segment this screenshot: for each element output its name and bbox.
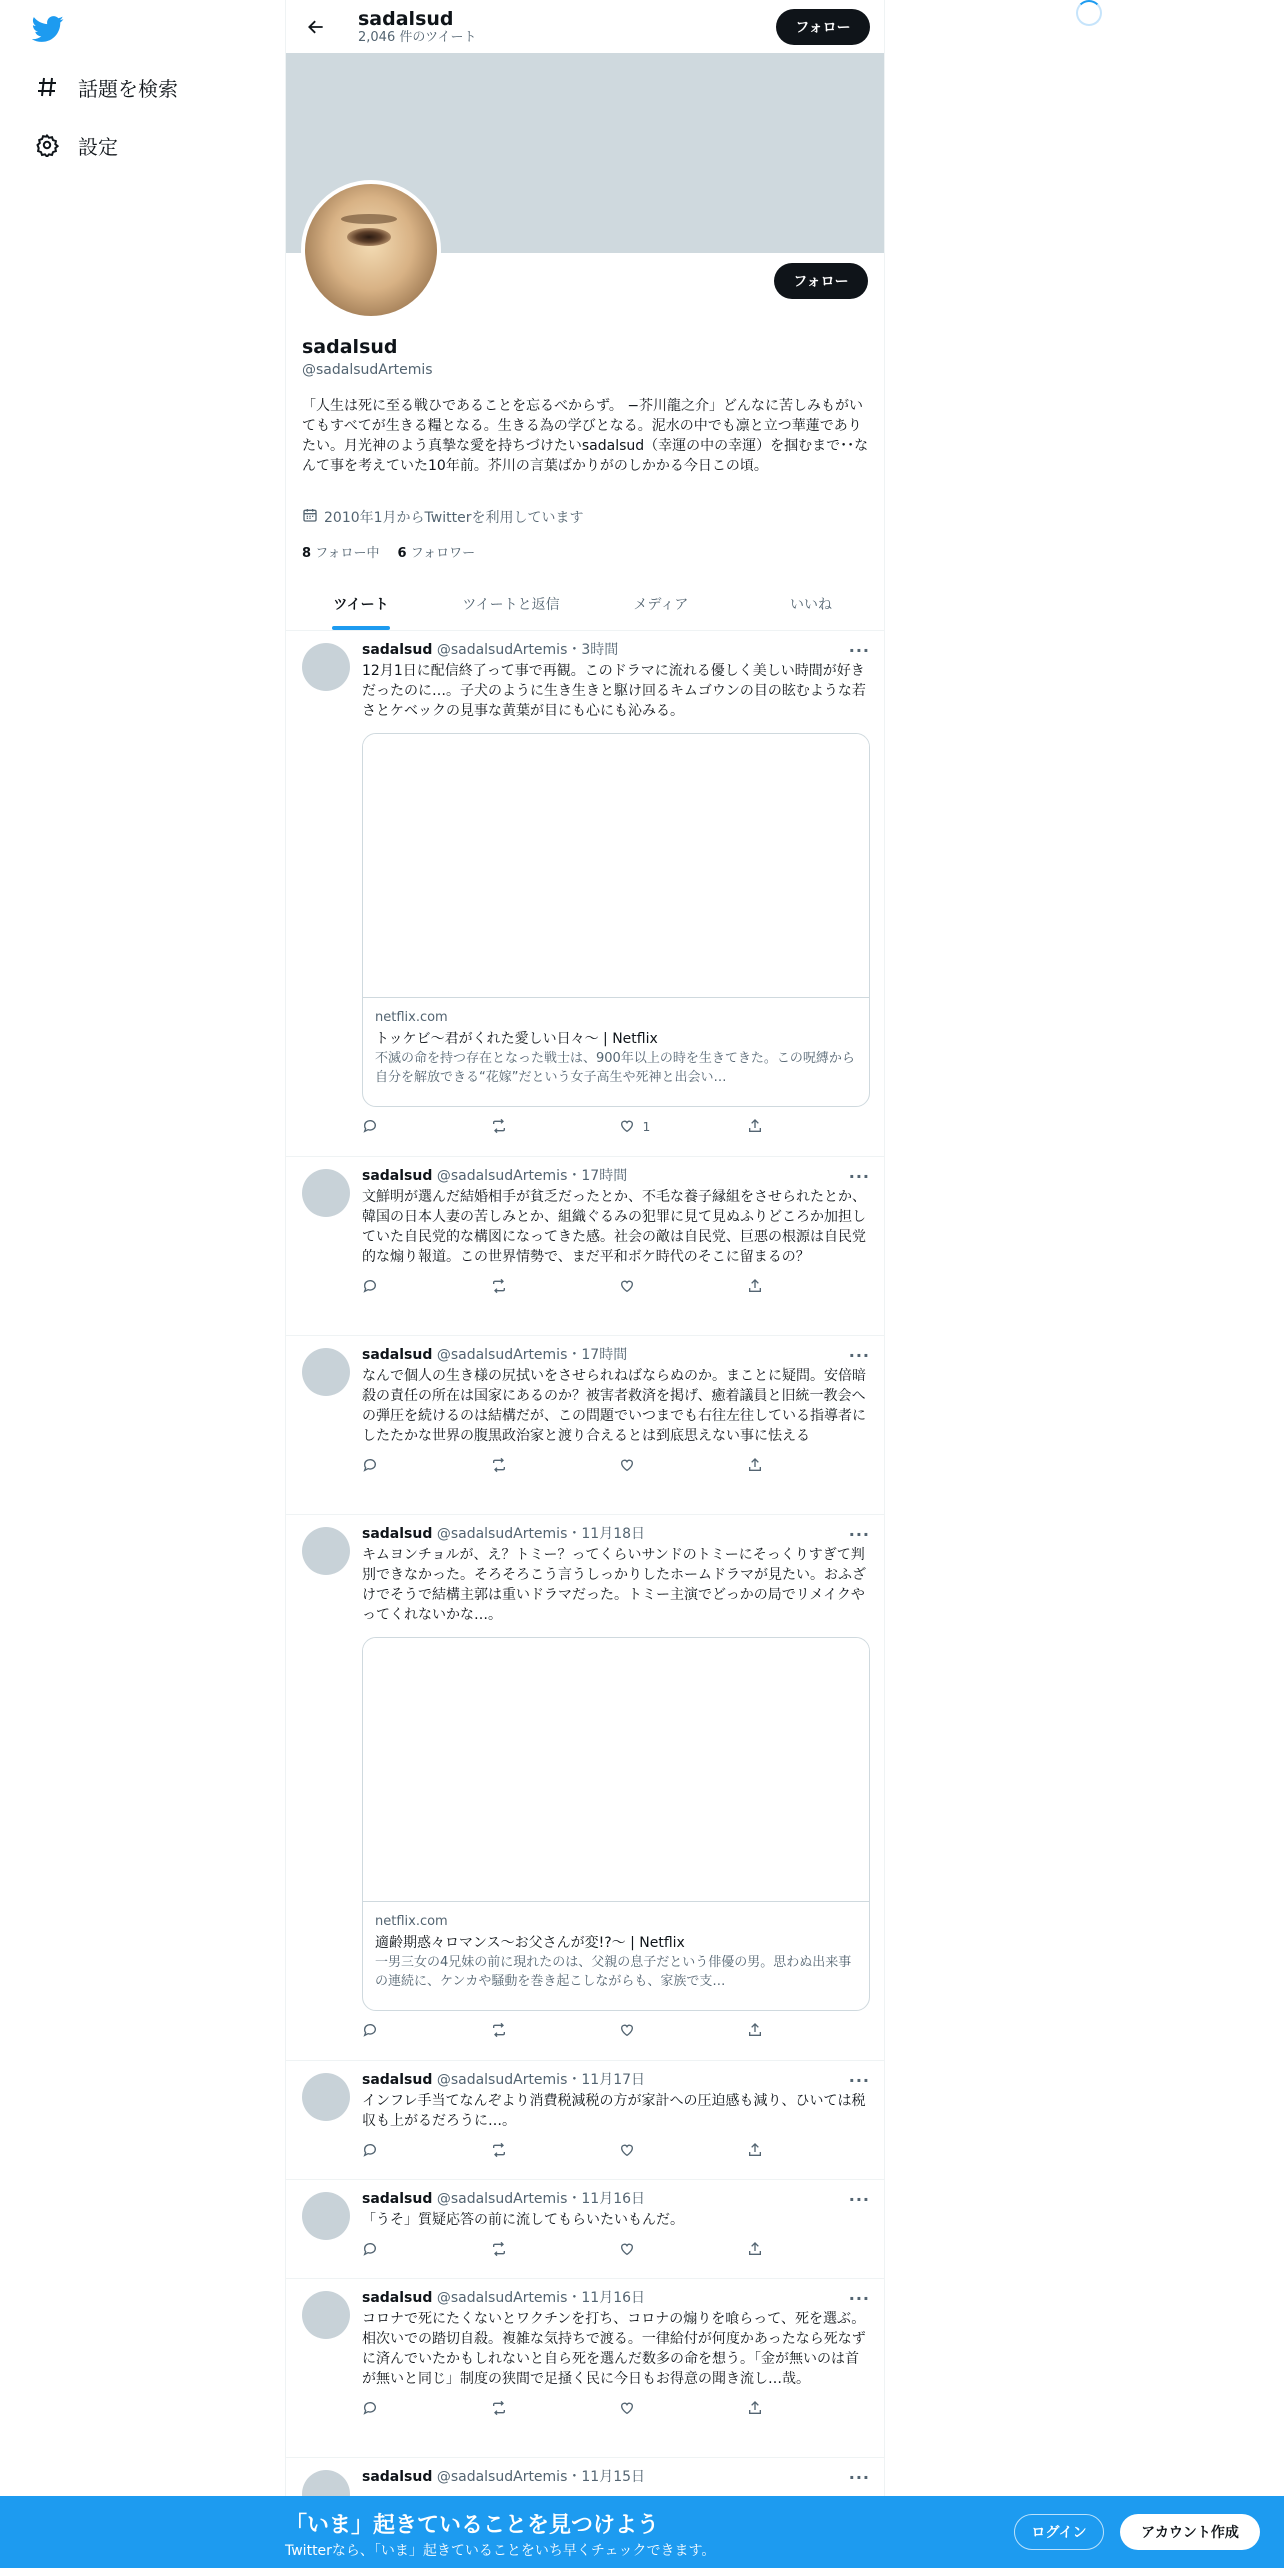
login-button[interactable]: ログイン [1014,2514,1104,2550]
tweet-time[interactable]: ・17時間 [567,1347,628,1363]
tweet-time[interactable]: ・11月18日 [567,1526,646,1542]
tweet-author-handle[interactable]: @sadalsudArtemis [436,2191,568,2207]
more-options-icon[interactable]: ··· [848,1525,870,1544]
like-button[interactable] [619,1278,659,1297]
reply-button[interactable] [362,2022,402,2041]
tweet-actions [362,2021,787,2041]
more-options-icon[interactable]: ··· [848,2190,870,2209]
heart-icon [619,2022,635,2041]
more-options-icon[interactable]: ··· [848,641,870,660]
tweet-author-name[interactable]: sadalsud [362,1168,433,1184]
retweet-icon [490,2400,508,2419]
signup-button[interactable]: アカウント作成 [1120,2514,1260,2550]
avatar[interactable] [302,643,350,691]
reply-button[interactable] [362,2142,402,2161]
link-card[interactable] [362,733,870,1107]
reply-button[interactable] [362,1118,402,1137]
tab-tweets[interactable]: ツイート [286,578,436,630]
tweet-author-name[interactable]: sadalsud [362,2290,433,2306]
retweet-icon [490,1457,508,1476]
tweet-author-name[interactable]: sadalsud [362,1347,433,1363]
tab-media[interactable]: メディア [633,597,689,613]
reply-icon [362,2022,378,2041]
avatar[interactable] [302,1527,350,1575]
tweet-header [362,641,870,659]
twitter-bird-icon[interactable] [32,13,64,45]
tweet-header [362,2289,870,2307]
retweet-icon [490,2241,508,2260]
avatar[interactable] [302,2192,350,2240]
header-name: sadalsud [358,7,454,30]
like-count: 1 [642,1120,651,1134]
reply-icon [362,2241,378,2260]
nav-settings-label: 設定 [78,134,118,159]
profile-stats [302,542,475,561]
calendar-icon [302,507,318,527]
retweet-button[interactable] [490,2142,530,2161]
more-options-icon[interactable]: ··· [848,2468,870,2487]
link-card-description: 不滅の命を持つ存在となった戦士は、900年以上の時を生きてきた。この呪縛から自分を解放できる“花嫁”だという女子高生や死神と出会い… [375,1051,855,1085]
reply-button[interactable] [362,2400,402,2419]
header-follow-button[interactable]: フォロー [776,9,870,45]
retweet-button[interactable] [490,2400,530,2419]
avatar[interactable] [302,1348,350,1396]
tweet-header [362,2071,870,2089]
more-options-icon[interactable]: ··· [848,2071,870,2090]
tweet-header [362,2468,870,2486]
share-button[interactable] [747,2022,787,2041]
following-label: フォロー中 [315,546,380,561]
tweet-text: 12月1日に配信終了って事で再観。このドラマに流れる優しく美しい時間が好きだったのに…。子犬のように生き生きと駆け回るキムゴウンの目の眩むような若さとケベックの見事な黄葉が目にも心にも沁みる。 [362,663,866,719]
tweet-author-handle[interactable]: @sadalsudArtemis [436,1347,568,1363]
retweet-button[interactable] [490,2241,530,2260]
reply-icon [362,1457,378,1476]
profile-name: sadalsud [302,336,398,358]
tweet-actions [362,2240,787,2260]
tweet[interactable] [286,1157,885,1336]
link-card-image [363,734,869,998]
link-card-domain: netflix.com [375,1914,448,1929]
gear-icon [32,130,62,160]
heart-icon [619,2241,635,2260]
tweet-text: キムヨンチョルが、え？トミー？ってくらいサンドのトミーにそっくりすぎて判別できなかった。そろそろこう言うしっかりしたホームドラマが見たい。おふざけでそうで結構主郭は重いドラマだった。トミー主演でどっかの局でリメイクやってくれないかな…。 [362,1547,866,1623]
more-options-icon[interactable]: ··· [848,1167,870,1186]
like-button[interactable] [619,2142,659,2161]
profile-joined-text: 2010年1月からTwitterを利用しています [324,510,584,526]
tweet-time[interactable]: ・11月16日 [567,2191,646,2207]
tab-likes[interactable]: いいね [790,597,832,613]
retweet-button[interactable] [490,1278,530,1297]
tweet-actions [362,2141,787,2161]
tweet[interactable] [286,1515,885,2061]
like-button[interactable] [619,2022,659,2041]
tweet-time[interactable]: ・11月16日 [567,2290,646,2306]
link-card-title: トッケビ～君がくれた愛しい日々～ | Netflix [375,1031,658,1047]
share-icon [747,1457,763,1476]
tweet-header [362,1346,870,1364]
tweet-actions [362,1277,787,1297]
link-card-domain: netflix.com [375,1010,448,1025]
loading-spinner-icon [1076,0,1102,26]
share-button[interactable] [747,1118,787,1137]
like-button[interactable] [619,2400,659,2419]
tweet-author-name[interactable]: sadalsud [362,2072,433,2088]
following-link[interactable] [302,542,380,561]
following-count: 8 [302,546,312,561]
like-button[interactable] [619,1457,659,1476]
tweet-header [362,1167,870,1185]
retweet-icon [490,1118,508,1137]
tweet-author-handle[interactable]: @sadalsudArtemis [436,2469,568,2485]
reply-icon [362,2400,378,2419]
tweet[interactable] [286,1336,885,1515]
signup-banner [0,2496,1284,2568]
tweet-text: コロナで死にたくないとワクチンを打ち、コロナの煽りを喰らって、死を選ぶ。相次いでの踏切自殺。複雑な気持ちで渡る。一律給付が何度かあったなら死なずに済んでいたかもしれないと自ら死を選んだ数多の命を想う。「金が無いのは首が無いと同じ」制度の狭間で足掻く民に今日もお得意の聞き流し…哉。 [362,2311,866,2387]
retweet-icon [490,1278,508,1297]
heart-icon [619,1118,635,1137]
heart-icon [619,2400,635,2419]
reply-button[interactable] [362,1278,402,1297]
avatar-brow [341,214,397,224]
tweet-author-handle[interactable]: @sadalsudArtemis [436,1526,568,1542]
share-icon [747,2022,763,2041]
profile-avatar[interactable] [301,180,441,320]
signup-banner-title: 「いま」起きていることを見つけよう [285,2513,660,2538]
tweet-author-name[interactable]: sadalsud [362,2191,433,2207]
share-icon [747,2400,763,2419]
followers-count: 6 [397,546,407,561]
tweet-text: インフレ手当てなんぞより消費税減税の方が家計への圧迫感も減り、ひいては税収も上がるだろうに…。 [362,2093,866,2129]
tweet-text: 「うそ」質疑応答の前に流してもらいたいもんだ。 [362,2212,684,2228]
tweet-time[interactable]: ・17時間 [567,1168,628,1184]
avatar[interactable] [302,1169,350,1217]
tweet-text: なんで個人の生き様の尻拭いをさせられねばならぬのか。まことに疑問。安倍暗殺の責任の所在は国家にあるのか？被害者救済を掲げ、癒着議員と旧統一教会への弾圧を続けるのは結構だが、この問題でいつまでも右往左往している指導者にしたたかな世界の腹黒政治家と渡り合えるとは到底思えない事に怯える [362,1368,866,1444]
more-options-icon[interactable]: ··· [848,1346,870,1365]
profile-joined [302,507,583,527]
tweet-author-name[interactable]: sadalsud [362,2469,433,2485]
tweet-text: 文鮮明が選んだ結婚相手が貧乏だったとか、不毛な養子縁組をさせられたとか、韓国の日本人妻の苦しみとか、組織ぐるみの犯罪に見て見ぬふりどころか加担していた自民党的な構図になってきた感。社会の敵は自民党、巨悪の根源は自民党的な煽り報道。この世界情勢で、まだ平和ボケ時代のそこに留まるの？ [362,1189,866,1265]
tweet[interactable] [286,2180,885,2279]
link-card-description: 一男三女の4兄妹の前に現れたのは、父親の息子だという俳優の男。思わぬ出来事の連続に、ケンカや騒動を巻き起こしながらも、家族で支… [375,1955,852,1989]
retweet-button[interactable] [490,1118,530,1137]
tweet-actions [362,1117,787,1137]
share-button[interactable] [747,2142,787,2161]
signup-banner-subtitle: Twitterなら、「いま」起きていることをいち早くチェックできます。 [285,2543,716,2559]
avatar[interactable] [302,2291,350,2339]
profile-follow-button[interactable]: フォロー [774,263,868,299]
reply-icon [362,1278,378,1297]
tweet[interactable] [286,2279,885,2458]
followers-link[interactable] [398,542,476,561]
back-arrow-icon[interactable] [298,9,334,45]
heart-icon [619,1278,635,1297]
like-button[interactable] [619,2241,659,2260]
tweet-time[interactable]: ・3時間 [567,642,619,658]
avatar-eye [347,228,391,246]
tweet-header [362,2190,870,2208]
link-card-title: 適齢期惑々ロマンス～お父さんが変!?～ | Netflix [375,1935,685,1951]
tweet-author-handle[interactable]: @sadalsudArtemis [436,2072,568,2088]
tweet[interactable] [286,2061,885,2180]
reply-button[interactable] [362,1457,402,1476]
tab-tweets-replies[interactable]: ツイートと返信 [462,597,560,613]
heart-icon [619,2142,635,2161]
tweet-author-handle[interactable]: @sadalsudArtemis [436,1168,568,1184]
tweet-actions [362,1456,787,1476]
header-tweet-count: 2,046 件のツイート [358,29,477,45]
share-button[interactable] [747,1457,787,1476]
profile-tabs [286,578,885,631]
link-card[interactable] [362,1637,870,2011]
share-button[interactable] [747,1278,787,1297]
retweet-icon [490,2142,508,2161]
profile-header-bar [286,0,885,53]
nav-explore[interactable] [32,67,178,107]
tweet-author-name[interactable]: sadalsud [362,642,433,658]
reply-button[interactable] [362,2241,402,2260]
share-icon [747,1278,763,1297]
nav-explore-label: 話題を検索 [78,76,178,101]
tweet-actions [362,2399,787,2419]
like-button[interactable] [619,1118,659,1137]
more-options-icon[interactable]: ··· [848,2289,870,2308]
followers-label: フォロワー [410,546,476,561]
tweet-author-handle[interactable]: @sadalsudArtemis [436,2290,568,2306]
retweet-button[interactable] [490,1457,530,1476]
retweet-button[interactable] [490,2022,530,2041]
avatar[interactable] [302,2073,350,2121]
heart-icon [619,1457,635,1476]
share-icon [747,2241,763,2260]
share-button[interactable] [747,2400,787,2419]
tweet[interactable] [286,631,885,1157]
nav-settings[interactable] [32,125,118,165]
share-icon [747,1118,763,1137]
profile-column [285,0,885,2568]
profile-bio: 「人生は死に至る戦ひであることを忘るべからず。 −芥川龍之介」どんなに苦しみもがいてもすべてが生きる糧となる。生きる為の学びとなる。泥水の中でも凛と立つ華蓮でありたい。月光神のよう真摯な愛を持ちづけたいsadalsud（幸運の中の幸運）を掴むまで･･なんて事を考えていた10年前。芥川の言葉ばかりがのしかかる今日この頃。 [302,398,869,474]
tweet-author-handle[interactable]: @sadalsudArtemis [436,642,568,658]
share-icon [747,2142,763,2161]
share-button[interactable] [747,2241,787,2260]
profile-handle: @sadalsudArtemis [302,362,433,378]
tweet-author-name[interactable]: sadalsud [362,1526,433,1542]
hashtag-icon [32,72,62,102]
tweet-header [362,1525,870,1543]
left-nav [0,0,285,2568]
link-card-image [363,1638,869,1902]
tweet-time[interactable]: ・11月15日 [567,2469,646,2485]
reply-icon [362,1118,378,1137]
retweet-icon [490,2022,508,2041]
tweet-time[interactable]: ・11月17日 [567,2072,646,2088]
reply-icon [362,2142,378,2161]
